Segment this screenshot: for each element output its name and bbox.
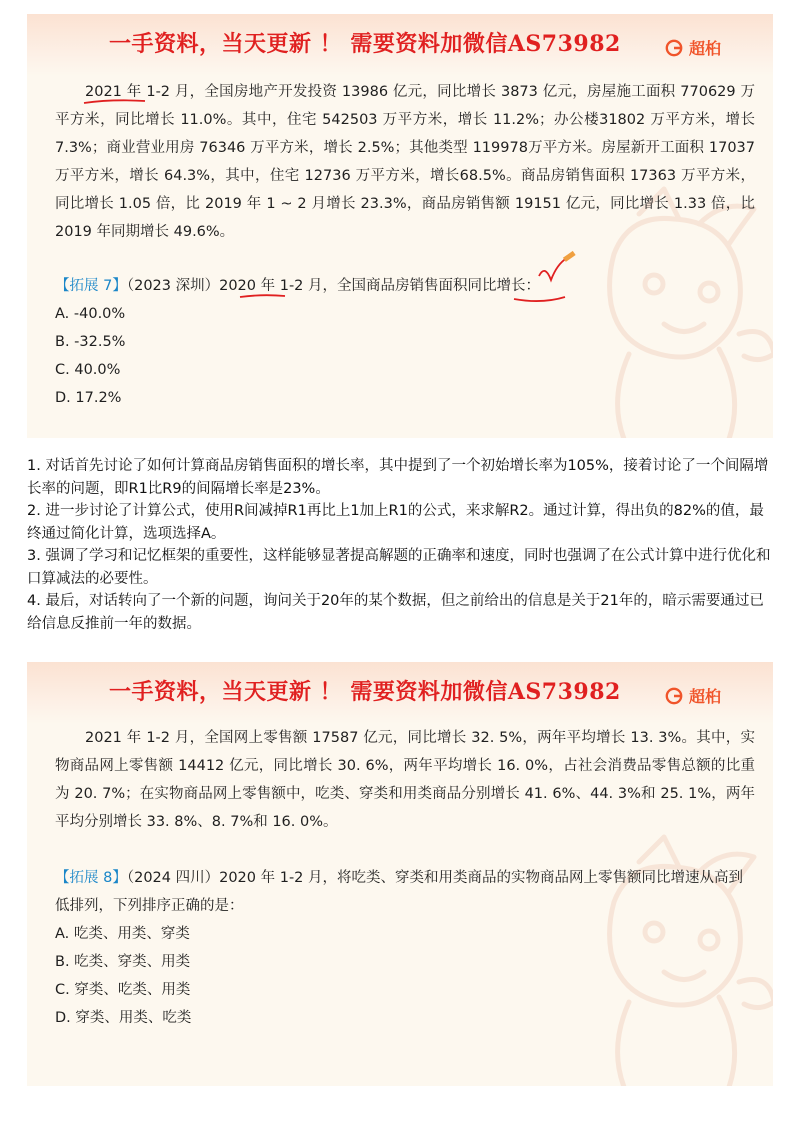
- summary-item: 1. 对话首先讨论了如何计算商品房销售面积的增长率，其中提到了一个初始增长率为105%，接着讨论了一个间隔增长率的问题，即R1比R9的间隔增长率是23%。: [27, 458, 769, 497]
- exercise-card-7: [27, 14, 773, 438]
- brand-name: 超桕: [688, 39, 721, 58]
- question-stem: [55, 272, 755, 300]
- option-b[interactable]: B. 吃类、穿类、用类: [55, 954, 191, 970]
- question-text: （2023 深圳）2020 年 1-2 月，全国商品房销售面积同比增长：: [126, 278, 541, 294]
- option-a[interactable]: A. -40.0%: [55, 306, 126, 322]
- brand-name: 超桕: [688, 687, 721, 706]
- summary-item: 3. 强调了学习和记忆框架的重要性，这样能够显著提高解题的正确率和速度，同时也强调了在公式计算中进行优化和口算减法的必要性。: [27, 548, 771, 587]
- paragraph-text: 2021 年 1-2 月，全国网上零售额 17587 亿元，同比增长 32. 5%，两年平均增长 13. 3%。其中，实物商品网上零售额 14412 亿元，同比增长 30. 6%，两年平均增长 16. 0%，占社会消费品零售总额的比重为 20. 7%；在实物商品网上零售额中，吃类、穿类和用类商品分别增长 41. 6%、44. 3%和 25. 1%，两年平均分别增长 33. 8%、8. 7%和 16. 0%。: [55, 730, 755, 830]
- paragraph-text: 2021 年 1-2 月，全国房地产开发投资 13986 亿元，同比增长 3873 亿元，房屋施工面积 770629 万平方米，同比增长 11.0%。其中，住宅 542503 万平方米，增长 11.2%；办公楼31802 万平方米，增长 7.3%；商业营业用房 76346 万平方米，增长 2.5%；其他类型 119978万平方米。房屋新开工面积 17037 万平方米，增长 64.3%，其中，住宅 12736 万平方米，增长68.5%。商品房销售面积 17363 万平方米，同比增长 1.05 倍，比 2019 年 1 ~ 2 月增长 23.3%，商品房销售额 19151 亿元，同比增长 1.33 倍，比 2019 年同期增长 49.6%。: [55, 84, 755, 240]
- banner: [27, 662, 773, 724]
- option-c[interactable]: C. 40.0%: [55, 362, 121, 378]
- options-list: [55, 920, 191, 1032]
- summary-item: 4. 最后，对话转向了一个新的问题，询问关于20年的某个数据，但之前给出的信息是关于21年的，暗示需要通过已给信息反推前一年的数据。: [27, 593, 764, 632]
- banner-text: 一手资料，当天更新 ！ 需要资料加微信AS73982: [109, 679, 621, 705]
- question-stem: [55, 864, 755, 920]
- data-paragraph: [55, 78, 755, 246]
- brand-c-icon: [665, 687, 683, 705]
- question-tag: 【拓展 8】: [55, 870, 127, 886]
- option-d[interactable]: D. 17.2%: [55, 390, 122, 406]
- option-a[interactable]: A. 吃类、用类、穿类: [55, 926, 190, 942]
- banner-text: 一手资料，当天更新 ！ 需要资料加微信AS73982: [109, 31, 621, 57]
- data-paragraph: [55, 724, 755, 836]
- brand-logo: [665, 684, 721, 707]
- question-text: （2024 四川）2020 年 1-2 月，将吃类、穿类和用类商品的实物商品网上零售额同比增速从高到低排列，下列排序正确的是：: [55, 870, 744, 914]
- options-list: [55, 300, 125, 412]
- option-c[interactable]: C. 穿类、吃类、用类: [55, 982, 191, 998]
- exercise-card-8: [27, 662, 773, 1086]
- banner: [27, 14, 773, 76]
- brand-logo: [665, 36, 721, 59]
- discussion-summary: [27, 455, 775, 635]
- question-tag: 【拓展 7】: [55, 278, 127, 294]
- option-d[interactable]: D. 穿类、用类、吃类: [55, 1010, 192, 1026]
- brand-c-icon: [665, 39, 683, 57]
- option-b[interactable]: B. -32.5%: [55, 334, 126, 350]
- summary-item: 2. 进一步讨论了计算公式，使用R间减掉R1再比上1加上R1的公式，来求解R2。通过计算，得出负的82%的值，最终通过简化计算，选项选择A。: [27, 503, 764, 542]
